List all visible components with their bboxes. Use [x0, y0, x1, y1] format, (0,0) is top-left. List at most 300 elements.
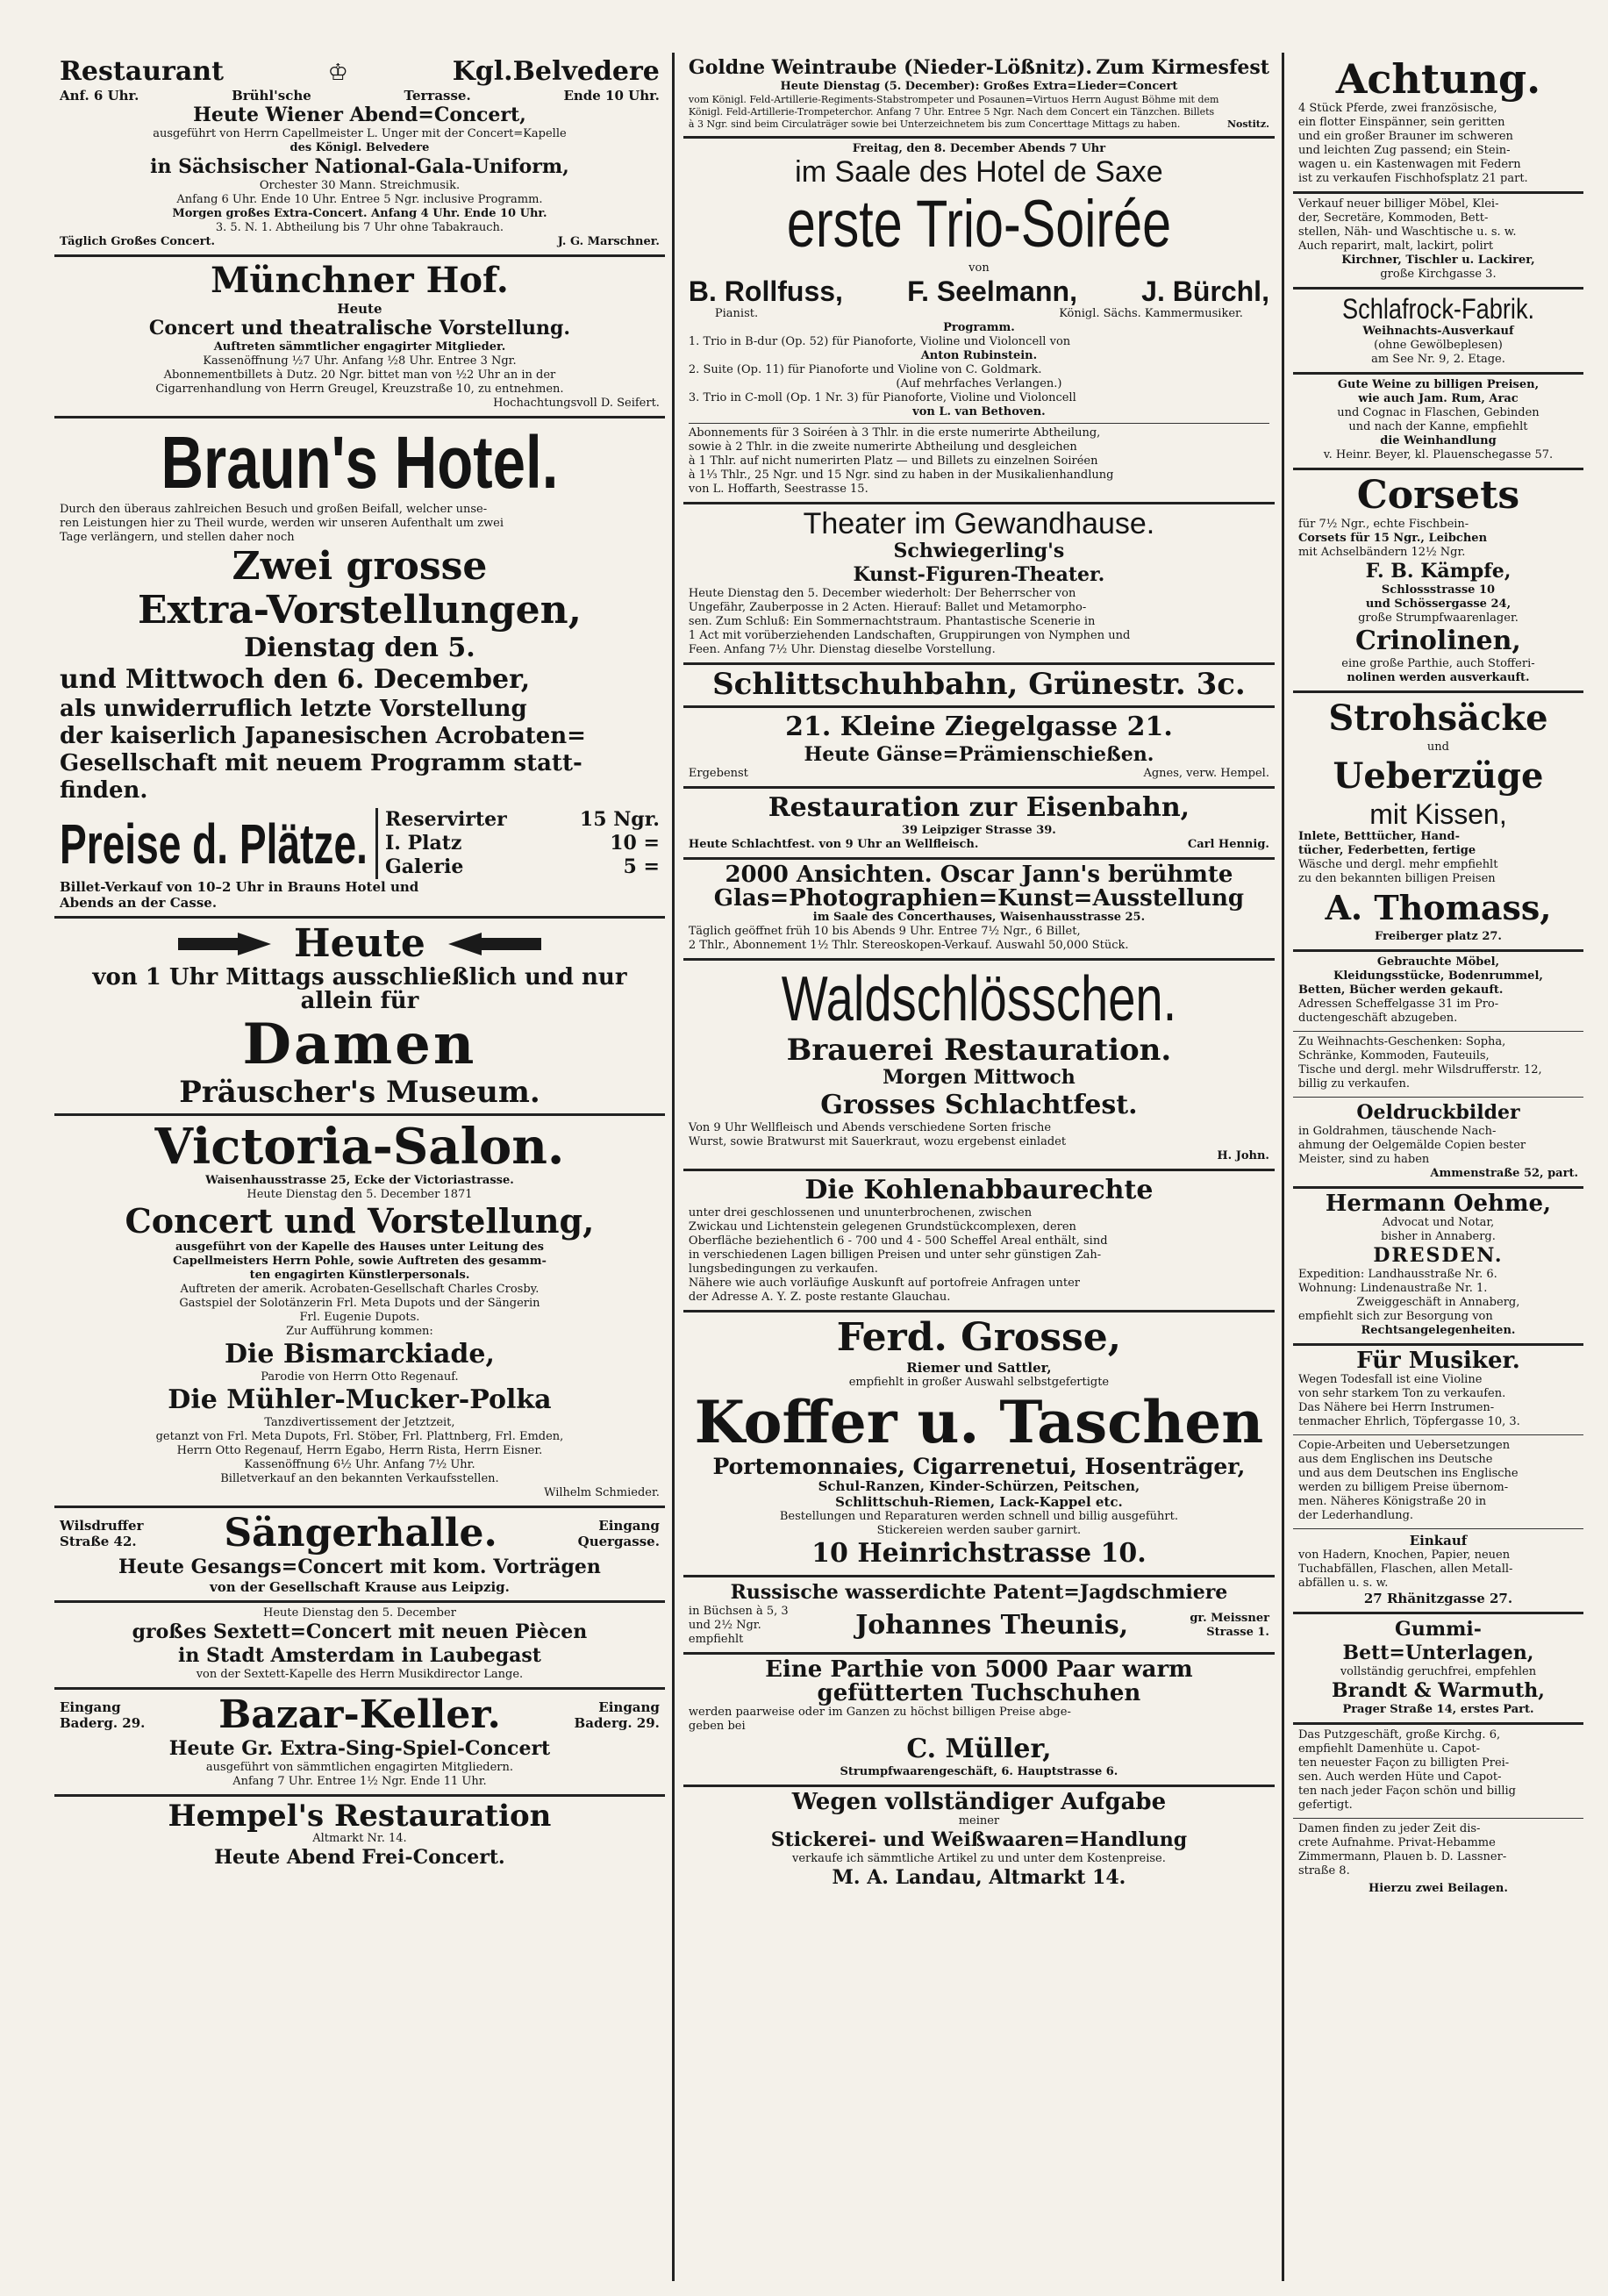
belvedere-line: Morgen großes Extra-Concert. Anfang 4 Uhr. Ende 10 Uhr.	[172, 207, 547, 220]
musiker-line: Wegen Todesfall ist eine Violine	[1297, 1373, 1483, 1386]
belvedere-end: Ende 10 Uhr.	[563, 88, 660, 104]
thomass-line: tücher, Federbetten, fertige	[1297, 844, 1476, 857]
ad-bazar-keller	[54, 1690, 665, 1797]
jann-line: im Saale des Concerthauses, Waisenhausstrasse 25.	[812, 911, 1146, 924]
victoria-line: Gastspiel der Solotänzerin Frl. Meta Dupots und der Sängerin	[179, 1297, 540, 1310]
trio-name: J. Bürchl,	[1141, 275, 1269, 307]
ad-muenchner-hof	[54, 257, 665, 418]
mueller-line: werden paarweise oder im Ganzen zu höchst billigen Preise abge-	[688, 1706, 1071, 1719]
ad-gummi	[1293, 1614, 1583, 1725]
waldschloesschen-line: Morgen Mittwoch	[883, 1066, 1076, 1089]
gebraucht-line: ductengeschäft abzugeben.	[1297, 1012, 1458, 1025]
ad-schlafrock	[1293, 290, 1583, 375]
laubegast-line: großes Sextett=Concert mit neuen Piècen	[132, 1620, 588, 1643]
bazar-street: Baderg. 29.	[574, 1715, 660, 1731]
muenchner-title: Münchner Hof.	[211, 260, 509, 301]
weintraube-signature: Nostitz.	[1226, 118, 1269, 130]
weihnacht-line: billig zu verkaufen.	[1297, 1077, 1410, 1091]
ad-thomass	[1293, 693, 1583, 952]
braun-line-japanese: der kaiserlich Japanesischen Acrobaten=	[60, 723, 586, 749]
gewandhaus-line: 1 Act mit vorüberziehenden Landschaften, Gruppirungen von Nymphen und	[688, 629, 1131, 642]
musiker-line: Das Nähere bei Herrn Instrumen-	[1297, 1401, 1495, 1414]
braun-footer: Abends an der Casse.	[60, 895, 218, 911]
braun-line-end: finden.	[60, 777, 148, 804]
belvedere-daily: Täglich Großes Concert.	[60, 235, 215, 248]
victoria-line: Tanzdivertissement der Jetztzeit,	[264, 1416, 455, 1429]
gewandhaus-title: Theater im Gewandhause.	[803, 507, 1155, 540]
trio-name: F. Seelmann,	[907, 275, 1077, 307]
grosse-goods: Portemonnaies, Cigarrenetui, Hosenträger,	[712, 1454, 1246, 1479]
gewandhaus-line: Feen. Anfang 7½ Uhr. Dienstag dieselbe Vorstellung.	[688, 643, 996, 656]
mueller-line: geben bei	[688, 1720, 746, 1733]
achtung-line: und leichten Zug passend; ein Stein-	[1297, 144, 1511, 157]
kohlen-line: Oberfläche beziehentlich 6 - 700 und 4 - 500 Scheffel Areal enthält, sind	[688, 1234, 1108, 1248]
kohlen-line: lungsbedingungen zu verkaufen.	[688, 1262, 878, 1276]
putz-line: ten nach jeder Façon schön und billig	[1297, 1785, 1516, 1798]
ziegelgasse-ergebenst: Ergebenst	[688, 767, 748, 780]
braun-footer: Billet-Verkauf von 10–2 Uhr in Brauns Hotel und	[60, 879, 419, 895]
price-value: 15 Ngr.	[579, 808, 660, 831]
damen-line: Zimmermann, Plauen b. D. Lassner-	[1297, 1850, 1507, 1863]
putz-line: Das Putzgeschäft, große Kirchg. 6,	[1297, 1728, 1501, 1742]
ad-kohlenabbau	[683, 1171, 1275, 1313]
victoria-line: Kassenöffnung 6½ Uhr. Anfang 7½ Uhr.	[244, 1458, 475, 1471]
grosse-koffer: Koffer u. Taschen	[694, 1388, 1264, 1456]
copie-line: und aus dem Deutschen ins Englische	[1297, 1467, 1519, 1480]
corsets-title: Corsets	[1356, 473, 1520, 518]
achtung-line: und ein großer Brauner im schweren	[1297, 130, 1513, 143]
mueller-headline: gefütterten Tuchschuhen	[817, 1680, 1141, 1706]
copie-line: aus dem Englischen ins Deutsche	[1297, 1453, 1493, 1466]
trio-program-title: Programm.	[943, 321, 1015, 334]
bazar-line: Anfang 7 Uhr. Entree 1½ Ngr. Ende 11 Uhr.	[232, 1775, 487, 1788]
musiker-line: von sehr starkem Ton zu verkaufen.	[1297, 1387, 1506, 1400]
damen-line: straße 8.	[1297, 1864, 1350, 1878]
ad-belvedere	[54, 53, 665, 257]
thomass-address: Freiberger platz 27.	[1374, 930, 1502, 943]
theunis-line: in Büchsen à 5, 3 und 2½ Ngr. empfiehlt	[688, 1605, 789, 1646]
victoria-title: Victoria-Salon.	[154, 1118, 565, 1176]
einkauf-title: Einkauf	[1409, 1533, 1468, 1549]
laubegast-line: in Stadt Amsterdam in Laubegast	[178, 1644, 541, 1667]
thomass-line: Inlete, Betttücher, Hand-	[1297, 830, 1460, 843]
victoria-line: getanzt von Frl. Meta Dupots, Frl. Stöber, Frl. Plattnberg, Frl. Emden,	[155, 1430, 564, 1443]
ad-trio-soiree	[683, 139, 1275, 504]
moebel-address: große Kirchgasse 3.	[1380, 268, 1497, 281]
landau-signature: M. A. Landau, Altmarkt 14.	[832, 1866, 1126, 1889]
column-middle	[683, 53, 1275, 2281]
muenchner-signature: Hochachtungsvoll D. Seifert.	[493, 397, 660, 410]
weintraube-title: Goldne Weintraube (Nieder-Lößnitz).	[688, 56, 1092, 79]
oeldruck-line: ahmung der Oelgemälde Copien bester	[1297, 1139, 1526, 1152]
muenchner-line: Auftreten sämmtlicher engagirter Mitglieder.	[213, 340, 506, 354]
ad-corsets	[1293, 470, 1583, 693]
oeldruck-address: Ammenstraße 52, part.	[1430, 1167, 1578, 1180]
kohlen-line: Zwickau und Lichtenstein gelegenen Grundstückcomplexen, deren	[688, 1220, 1076, 1234]
weine-line: die Weinhandlung	[1380, 434, 1497, 447]
gewandhaus-sub: Schwiegerling's	[893, 540, 1065, 562]
musiker-line: tenmacher Ehrlich, Töpfergasse 10, 3.	[1297, 1415, 1520, 1428]
ad-jann-ausstellung	[683, 860, 1275, 961]
trio-program-item: 2. Suite (Op. 11) für Pianoforte und Violine von C. Goldmark.	[688, 363, 1042, 376]
victoria-line: Parodie von Herrn Otto Regenauf.	[261, 1370, 459, 1384]
price-label: Galerie	[385, 855, 464, 878]
moebel-line: Verkauf neuer billiger Möbel, Klei-	[1297, 197, 1499, 211]
victoria-bismarckiade: Die Bismarckiade,	[224, 1339, 495, 1370]
belvedere-line: Orchester 30 Mann. Streichmusik.	[259, 179, 461, 192]
braun-line-program: Gesellschaft mit neuem Programm statt-	[60, 750, 582, 776]
damen-line: crete Aufnahme. Privat-Hebamme	[1297, 1836, 1496, 1849]
thomass-line: Wäsche und dergl. mehr empfiehlt	[1297, 858, 1498, 871]
oehme-line: empfiehlt sich zur Besorgung von	[1297, 1310, 1493, 1323]
corsets-address: und Schössergasse 24,	[1365, 597, 1512, 611]
ad-hempel	[54, 1797, 665, 1875]
gebraucht-line: Adressen Scheffelgasse 31 im Pro-	[1297, 998, 1499, 1011]
gewandhaus-sub: Kunst-Figuren-Theater.	[853, 563, 1105, 586]
oehme-line: Zweiggeschäft in Annaberg,	[1356, 1296, 1520, 1309]
waldschloesschen-line: Von 9 Uhr Wellfleisch und Abends verschiedene Sorten frische	[688, 1121, 1052, 1134]
bazar-entrance: Eingang	[598, 1699, 660, 1715]
landau-line: Stickerei- und Weißwaaren=Handlung	[770, 1828, 1188, 1851]
gewandhaus-line: Heute Dienstag den 5. December wiederholt: Der Beherrscher von	[688, 587, 1076, 600]
thomass-strohsaecke: Strohsäcke	[1328, 697, 1548, 739]
hempel-address: Altmarkt Nr. 14.	[312, 1832, 407, 1845]
braun-headline-2: Extra-Vorstellungen,	[137, 588, 582, 633]
grosse-line: Bestellungen und Reparaturen werden schnell und billig ausgeführt.	[779, 1510, 1178, 1523]
ad-theunis	[683, 1577, 1275, 1655]
achtung-title: Achtung.	[1335, 55, 1541, 103]
braun-date-1: Dienstag den 5.	[244, 633, 475, 663]
moebel-line: stellen, Näh- und Waschtische u. s. w.	[1297, 225, 1517, 239]
mueller-address: Strumpfwaarengeschäft, 6. Hauptstrasse 6.	[840, 1765, 1118, 1778]
crinolinen-line: eine große Parthie, auch Stofferi-	[1341, 657, 1535, 670]
grosse-address: 10 Heinrichstrasse 10.	[811, 1538, 1147, 1569]
weine-signature: v. Heinr. Beyer, kl. Plauenschegasse 57.	[1323, 448, 1554, 461]
oehme-line: bisher in Annaberg.	[1381, 1230, 1496, 1243]
theunis-headline: Russische wasserdichte Patent=Jagdschmiere	[730, 1581, 1228, 1604]
weine-line: und Cognac in Flaschen, Gebinden	[1337, 406, 1540, 419]
oehme-line: Rechtsangelegenheiten.	[1361, 1324, 1516, 1337]
trio-name: B. Rollfuss,	[688, 275, 843, 307]
braun-headline-1: Zwei grosse	[232, 544, 488, 589]
muenchner-line: Abonnementbillets à Dutz. 20 Ngr. bittet man von ½2 Uhr an in der	[163, 368, 556, 382]
jann-line: Täglich geöffnet früh 10 bis Abends 9 Uhr. Entree 7½ Ngr., 6 Billet,	[688, 925, 1081, 938]
praeuscher-damen: Damen	[242, 1012, 477, 1077]
corsets-address: große Strumpfwaarenlager.	[1358, 612, 1519, 625]
trio-date: Freitag, den 8. December Abends 7 Uhr	[852, 142, 1106, 155]
braun-prices-title: Preise d. Plätze.	[60, 812, 368, 876]
ad-einkauf	[1293, 1529, 1583, 1614]
ad-ferd-grosse	[683, 1313, 1275, 1577]
column-right	[1293, 53, 1583, 2281]
price-label: Reservirter	[385, 808, 507, 831]
braun-title: Braun's Hotel.	[161, 421, 559, 504]
victoria-polka: Die Mühler-Mucker-Polka	[168, 1384, 552, 1415]
weine-line: wie auch Jam. Rum, Arac	[1358, 392, 1519, 405]
column-rule	[672, 53, 675, 2281]
ad-weihnacht	[1293, 1032, 1583, 1098]
victoria-line: Zur Aufführung kommen:	[286, 1325, 433, 1338]
weintraube-line: à 3 Ngr. sind beim Circulaträger sowie bei Unterzeichnetem bis zum Concerttage Mittags zu haben.	[688, 118, 1181, 130]
belvedere-signature: J. G. Marschner.	[557, 235, 660, 248]
jann-line: 2 Thlr., Abonnement 1½ Thlr. Stereoskopen-Verkauf. Auswahl 50,000 Stück.	[688, 939, 1129, 952]
praeuscher-heute: Heute	[294, 921, 425, 966]
oeldruck-line: in Goldrahmen, täuschende Nach-	[1297, 1125, 1497, 1138]
ad-laubegast	[54, 1603, 665, 1690]
gebraucht-line: Kleidungsstücke, Bodenrummel,	[1333, 969, 1543, 983]
grosse-goods: Schlittschuh-Riemen, Lack-Kappel etc.	[835, 1494, 1123, 1510]
moebel-line: Auch reparirt, malt, lackirt, polirt	[1297, 240, 1494, 253]
kohlen-line: Nähere wie auch vorläufige Auskunft auf portofreie Anfragen unter	[688, 1277, 1080, 1290]
saengerhalle-line: Heute Gesangs=Concert mit kom. Vorträgen	[118, 1556, 601, 1578]
bazar-line: Heute Gr. Extra-Sing-Spiel-Concert	[168, 1737, 551, 1760]
grosse-title: Ferd. Grosse,	[836, 1315, 1122, 1360]
landau-headline: Wegen vollständiger Aufgabe	[791, 1789, 1167, 1815]
braun-line: Tage verlängern, und stellen daher noch	[60, 531, 295, 544]
oehme-line: Advocat und Notar,	[1382, 1216, 1495, 1229]
corsets-address: Schlossstrasse 10	[1381, 583, 1496, 597]
belvedere-line: 3. 5. N. 1. Abtheilung bis 7 Uhr ohne Tabakrauch.	[215, 221, 504, 234]
weintraube-kirmes: Zum Kirmesfest	[1096, 56, 1269, 79]
waldschloesschen-line: Wurst, sowie Bratwurst mit Sauerkraut, wozu ergebenst einladet	[688, 1135, 1067, 1148]
victoria-line: Billetverkauf an den bekannten Verkaufsstellen.	[220, 1472, 499, 1485]
ad-gebraucht	[1293, 952, 1583, 1032]
kohlen-line: unter drei geschlossenen und ununterbrochenen, zwischen	[688, 1206, 1033, 1220]
ziegelgasse-line: Heute Gänse=Prämienschießen.	[804, 743, 1154, 766]
laubegast-line: Heute Dienstag den 5. December	[263, 1606, 456, 1620]
ad-schlittschuhbahn	[683, 665, 1275, 708]
hempel-title: Hempel's Restauration	[168, 1799, 552, 1834]
ad-oeldruck	[1293, 1098, 1583, 1189]
victoria-line: Herrn Otto Regenauf, Herrn Egabo, Herrn Rista, Herrn Eisner.	[176, 1444, 543, 1457]
trio-abo-line: à 1 Thlr. auf nicht numerirten Platz — und Billets zu einzelnen Soiréen	[688, 454, 1098, 468]
victoria-line: ausgeführt von der Kapelle des Hauses unter Leitung des	[175, 1241, 544, 1254]
grosse-sub: Riemer und Sattler,	[906, 1360, 1052, 1376]
crinolinen-title: Crinolinen,	[1355, 626, 1521, 656]
oehme-line: Wohnung: Lindenaustraße Nr. 1.	[1297, 1282, 1488, 1295]
victoria-signature: Wilhelm Schmieder.	[544, 1486, 660, 1499]
trio-role: Königl. Sächs. Kammermusiker.	[1059, 307, 1243, 320]
moebel-signature: Kirchner, Tischler u. Lackirer,	[1341, 254, 1535, 267]
weintraube-line: Heute Dienstag (5. December): Großes Extra=Lieder=Concert	[780, 80, 1178, 93]
trio-program-item: 3. Trio in C-moll (Op. 1 Nr. 3) für Pianoforte, Violine und Violoncell	[688, 391, 1076, 404]
gummi-title: Bett=Unterlagen,	[1342, 1642, 1534, 1664]
supplements-note: Hierzu zwei Beilagen.	[1369, 1882, 1508, 1895]
ad-moebel	[1293, 194, 1583, 290]
mueller-name: C. Müller,	[906, 1734, 1052, 1764]
trio-abo-line: à 1⅓ Thlr., 25 Ngr. und 15 Ngr. sind zu haben in der Musikalienhandlung	[688, 468, 1114, 482]
thomass-name: A. Thomass,	[1325, 888, 1552, 927]
schlafrock-line: Weihnachts-Ausverkauf	[1362, 325, 1514, 338]
ad-saengerhalle	[54, 1508, 665, 1603]
belvedere-venue2: Terrasse.	[404, 88, 471, 104]
thomass-line: zu den bekannten billigen Preisen	[1297, 872, 1496, 885]
corsets-line: mit Achselbändern 12½ Ngr.	[1297, 546, 1466, 559]
copie-line: Copie-Arbeiten und Uebersetzungen	[1297, 1439, 1511, 1452]
corsets-line: Corsets für 15 Ngr., Leibchen	[1297, 532, 1488, 545]
oehme-city: DRESDEN.	[1373, 1244, 1504, 1267]
theunis-name: Johannes Theunis,	[855, 1610, 1129, 1641]
schlafrock-title: Schlafrock-Fabrik.	[1341, 293, 1535, 325]
weihnacht-line: Zu Weihnachts-Geschenken: Sopha,	[1297, 1035, 1506, 1048]
gebraucht-line: Betten, Bücher werden gekauft.	[1297, 983, 1504, 997]
oehme-line: Expedition: Landhausstraße Nr. 6.	[1297, 1268, 1497, 1281]
ad-goldne-weintraube	[683, 53, 1275, 139]
trio-program-note: (Auf mehrfaches Verlangen.)	[896, 377, 1062, 390]
trio-place: im Saale des Hotel de Saxe	[795, 155, 1163, 189]
praeuscher-museum: Präuscher's Museum.	[179, 1075, 540, 1110]
column-left	[54, 53, 665, 2281]
copie-line: men. Näheres Königstraße 20 in	[1297, 1495, 1487, 1508]
victoria-address: Waisenhausstrasse 25, Ecke der Victoriastrasse.	[205, 1174, 514, 1187]
saengerhalle-title: Sängerhalle.	[224, 1511, 497, 1556]
belvedere-title-left: Restaurant	[60, 56, 224, 87]
weintraube-line: vom Königl. Feld-Artillerie-Regiments-Stabstrompeter und Posaunen=Virtuos Herrn August Böhme mit dem	[688, 94, 1219, 105]
trio-abo-line: Abonnements für 3 Soiréen à 3 Thlr. in die erste numerirte Abtheilung,	[688, 426, 1101, 440]
belvedere-title-right: Kgl.Belvedere	[452, 56, 660, 87]
ad-damen-hebamme	[1293, 1819, 1583, 1901]
ad-mueller	[683, 1655, 1275, 1787]
bazar-street: Baderg. 29.	[60, 1715, 146, 1731]
price-value: 10 =	[610, 832, 660, 855]
ziegelgasse-signature: Agnes, verw. Hempel.	[1143, 767, 1269, 780]
einkauf-address: 27 Rhänitzgasse 27.	[1363, 1591, 1513, 1606]
muenchner-line: Kassenöffnung ½7 Uhr. Anfang ½8 Uhr. Entree 3 Ngr.	[203, 354, 517, 368]
ziegelgasse-title: 21. Kleine Ziegelgasse 21.	[785, 712, 1173, 742]
trio-title: erste Trio-Soirée	[786, 187, 1172, 261]
oehme-title: Hermann Oehme,	[1325, 1191, 1552, 1217]
ad-landau	[683, 1787, 1275, 1895]
ad-putzgeschaeft	[1293, 1725, 1583, 1819]
corsets-line: für 7½ Ngr., echte Fischbein-	[1297, 518, 1469, 531]
ad-praeuscher	[54, 919, 665, 1116]
putz-line: sen. Auch werden Hüte und Capot-	[1297, 1770, 1502, 1784]
waldschloesschen-headline: Grosses Schlachtfest.	[820, 1090, 1138, 1120]
muenchner-heute: Heute	[337, 301, 382, 317]
ad-brauns-hotel	[54, 418, 665, 919]
oeldruck-line: Meister, sind zu haben	[1297, 1153, 1430, 1166]
ad-achtung	[1293, 53, 1583, 194]
damen-line: Damen finden zu jeder Zeit dis-	[1297, 1822, 1481, 1835]
achtung-line: ein flotter Einspänner, sein geritten	[1297, 116, 1505, 129]
hempel-line: Heute Abend Frei-Concert.	[214, 1846, 505, 1869]
trio-abo-line: von L. Hoffarth, Seestrasse 15.	[688, 483, 868, 496]
belvedere-headline: Heute Wiener Abend=Concert,	[193, 104, 526, 126]
putz-line: ten neuester Façon zu billigten Prei-	[1297, 1756, 1510, 1770]
muenchner-line: Cigarrenhandlung von Herrn Greugel, Kreuzstraße 10, zu entnehmen.	[155, 383, 564, 396]
bazar-line: ausgeführt von sämmtlichen engagirten Mitgliedern.	[205, 1761, 513, 1774]
thomass-kissen: mit Kissen,	[1369, 798, 1507, 830]
ad-victoria-salon	[54, 1116, 665, 1508]
saengerhalle-line: von der Gesellschaft Krause aus Leipzig.	[210, 1579, 510, 1595]
saengerhalle-entrance-street: Quergasse.	[577, 1534, 660, 1549]
gummi-address: Prager Straße 14, erstes Part.	[1342, 1703, 1534, 1716]
kohlen-line: der Adresse A. Y. Z. poste restante Glauchau.	[688, 1291, 951, 1304]
gewandhaus-line: Ungefähr, Zauberposse in 2 Acten. Hierauf: Ballet und Metamorpho-	[688, 601, 1087, 614]
ad-ziegelgasse	[683, 708, 1275, 789]
waldschloesschen-signature: H. John.	[1217, 1149, 1269, 1162]
victoria-line: Capellmeisters Herrn Pohle, sowie Auftreten des gesamm-	[172, 1255, 547, 1268]
laubegast-line: von der Sextett-Kapelle des Herrn Musikdirector Lange.	[196, 1668, 524, 1681]
ad-waldschloesschen	[683, 961, 1275, 1171]
gebraucht-line: Gebrauchte Möbel,	[1376, 955, 1500, 969]
moebel-line: der, Secretäre, Kommoden, Bett-	[1297, 211, 1489, 225]
saengerhalle-entrance: Eingang	[598, 1518, 660, 1534]
pointing-hand-right-icon	[176, 931, 273, 957]
eisenbahn-signature: Carl Hennig.	[1187, 838, 1269, 851]
gewandhaus-line: sen. Zum Schluß: Ein Sommernachtstraum. Phantastische Scenerie in	[688, 615, 1096, 628]
weine-line: Gute Weine zu billigen Preisen,	[1337, 378, 1540, 391]
trio-program-item: 1. Trio in B-dur (Op. 52) für Pianoforte, Violine und Violoncell von	[688, 335, 1071, 348]
schlittschuh-title: Schlittschuhbahn, Grünestr. 3c.	[712, 667, 1246, 702]
praeuscher-line: allein für	[300, 988, 419, 1014]
column-rule	[1282, 53, 1284, 2281]
weintraube-line: Königl. Feld-Artillerie-Trompeterchor. Anfang 7 Uhr. Entree 5 Ngr. Nach dem Concert ein Tänzchen. Billets	[688, 106, 1215, 118]
price-value: 5 =	[623, 855, 660, 878]
braun-line: Durch den überaus zahlreichen Besuch und großen Beifall, welcher unse-	[60, 503, 488, 516]
bazar-entrance: Eingang	[60, 1699, 121, 1715]
einkauf-line: von Hadern, Knochen, Papier, neuen	[1297, 1549, 1511, 1562]
belvedere-line: des Königl. Belvedere	[289, 141, 430, 154]
crown-icon: ♔	[327, 60, 348, 86]
trio-program-composer: von L. van Bethoven.	[912, 405, 1046, 418]
copie-line: werden zu billigem Preise übernom-	[1297, 1481, 1509, 1494]
oeldruck-title: Oeldruckbilder	[1356, 1101, 1520, 1124]
schlafrock-line: am See Nr. 9, 2. Etage.	[1371, 353, 1505, 366]
thomass-und: und	[1426, 740, 1449, 754]
gummi-line: vollständig geruchfrei, empfehlen	[1340, 1665, 1537, 1678]
trio-von: von	[968, 261, 990, 275]
landau-line: meiner	[958, 1814, 1000, 1828]
pointing-hand-left-icon	[447, 931, 543, 957]
praeuscher-line: von 1 Uhr Mittags ausschließlich und nur	[92, 964, 627, 991]
belvedere-venue: Brühl'sche	[232, 88, 311, 104]
theunis-address: gr. Meissner	[1190, 1612, 1269, 1625]
belvedere-uniform: in Sächsischer National-Gala-Uniform,	[150, 155, 569, 178]
ad-copie	[1293, 1435, 1583, 1529]
weihnacht-line: Schränke, Kommoden, Fauteuils,	[1297, 1049, 1490, 1062]
einkauf-line: abfällen u. s. w.	[1297, 1577, 1389, 1590]
trio-role: Pianist.	[714, 307, 759, 320]
grosse-line: Stickereien werden sauber garnirt.	[876, 1524, 1082, 1537]
jann-headline: 2000 Ansichten. Oscar Jann's berühmte	[725, 862, 1233, 888]
victoria-line: Auftreten der amerik. Acrobaten-Gesellschaft Charles Crosby.	[180, 1283, 540, 1296]
victoria-line: Frl. Eugenie Dupots.	[299, 1311, 420, 1324]
achtung-line: wagen u. ein Kastenwagen mit Federn	[1297, 158, 1521, 171]
eisenbahn-address: 39 Leipziger Strasse 39.	[902, 824, 1056, 837]
grosse-goods: Schul-Ranzen, Kinder-Schürzen, Peitschen,	[818, 1478, 1140, 1494]
mueller-headline: Eine Parthie von 5000 Paar warm	[765, 1656, 1193, 1683]
belvedere-start: Anf. 6 Uhr.	[60, 88, 139, 104]
corsets-name: F. B. Kämpfe,	[1365, 560, 1512, 583]
crinolinen-line: nolinen werden ausverkauft.	[1347, 671, 1530, 684]
copie-line: der Lederhandlung.	[1297, 1509, 1414, 1522]
waldschloesschen-sub: Brauerei Restauration.	[786, 1033, 1172, 1068]
braun-line-last: als unwiderruflich letzte Vorstellung	[60, 696, 527, 722]
achtung-line: ist zu verkaufen Fischhofsplatz 21 part.	[1297, 172, 1528, 185]
kohlen-line: in verschiedenen Lagen billigen Preisen und unter sehr günstigen Zah-	[688, 1248, 1102, 1262]
bazar-title: Bazar-Keller.	[218, 1692, 501, 1737]
weihnacht-line: Tische und dergl. mehr Wilsdrufferstr. 12,	[1297, 1063, 1542, 1076]
trio-program-composer: Anton Rubinstein.	[920, 349, 1038, 362]
victoria-headline: Concert und Vorstellung,	[125, 1201, 595, 1241]
ad-oehme	[1293, 1189, 1583, 1346]
waldschloesschen-title: Waldschlösschen.	[781, 964, 1177, 1034]
grosse-line: empfiehlt in großer Auswahl selbstgefertigte	[848, 1376, 1110, 1389]
gummi-title: Gummi-	[1395, 1618, 1482, 1641]
musiker-title: Für Musiker.	[1356, 1348, 1520, 1374]
gummi-name: Brandt & Warmuth,	[1332, 1679, 1545, 1702]
